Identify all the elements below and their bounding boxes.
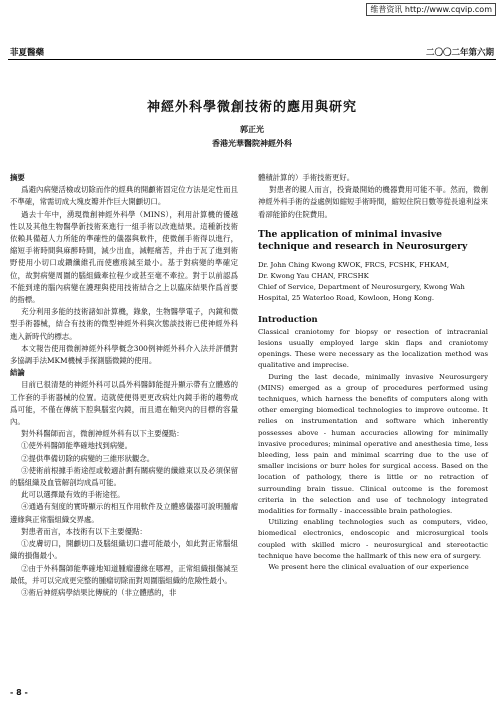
issue-label: 二〇〇二年第六期 [425,48,494,58]
body-paragraph: ①皮膚切口，開顱切口及腦組織切口盡可能最小，如此對正常腦組織的損傷最小。 [10,539,238,561]
body-paragraph: ②提供準備切除的病變的三維形狀觀念。 [21,453,155,463]
introduction-body [258,327,488,573]
author-line: Chief of Service, Department of Neurosurgery, Kwong Wah [258,283,465,292]
right-column [258,172,488,573]
author-affiliation: 香港光華醫院神經外科 [212,138,292,148]
body-paragraph: 目前已很清楚的神經外科可以爲外科醫師能提升顯示帶有立體感的工作套的手術器械的位置。這就使便得更更改病灶內鏡手術的趨勢成爲可能，不僅在傳統下腔與腦室內鏡，而且還在軸突內的目標的容量內。 [10,380,238,427]
body-paragraph: 爲避內病變活檢或切除而作的經典的開顱術固定位方法是定性而且不準確，常需切成大塊皮瓣并作巨大開顱切口。 [10,185,238,207]
page-number: - 8 - [10,688,28,697]
body-paragraph: 此可以選擇最有效的手術途徑。 [21,490,125,500]
body-paragraph: ②由于外科醫師能準確地知道腫瘤邊緣在哪裡，正常組織損傷減至最低，并可以完成更完整的腫瘤切除而對周圍腦組織的危險性最小。 [10,563,238,585]
body-paragraph: 過去十年中，湧現微創神經外科學（MINS），利用計算機的優越性以及其他生物醫學新技術來進行一組手術以改進結果。這種新技術依賴具備超人力所能的準確性的儀器與軟件，使微創手術得以進行，縮短手術時間與麻醉時間，減少出血，減輕痛苦，并由于瓦了進到術野使用小切口或鑽纖維孔而使癒痕減至最小。基于對病變的準確定位，故對病變周圍的腦組織牽拉程少或甚至毫不牽拉。對于以前認爲不能到達的腦內病變在護理與使用技術結合之上以臨床結果作爲首要的指標。 [10,209,238,305]
english-authors [258,260,488,305]
body-paragraph: ③術后神經病學結果比傳統的（非立體感的，非 [21,587,177,597]
body-paragraph: 充分利用多能的技術諸如計算機，錄象，生物醫學電子，內鏡和微型手術器械，結合有技術的微型神經外科與次態談技術已使神經外科進入新時代的標志。 [10,307,238,341]
english-title: The application of minimal invasive technique and research in Neurosurgery [258,228,468,253]
left-column [10,172,238,599]
watermark: 维普资讯 http://www.cqvip.com [366,3,496,16]
introduction-heading: Introduction [258,313,318,324]
author-line: Hospital, 25 Waterloo Road, Kowloon, Hong Kong. [258,294,435,303]
author-line: Dr. John Ching Kwong KWOK, FRCS, FCSHK, FHKAM, [258,260,450,269]
english-paragraph: Classical craniotomy for biopsy or resection of intracranial lesions usually employed large skin flaps and craniotomy openings. These were necessary as the localization method was qualitative and imprecise. [258,327,488,370]
author-line: Dr. Kwong Yau CHAN, FRCSHK [258,272,369,281]
author-name: 郭正光 [240,124,264,134]
english-paragraph: During the last decade, minimally invasive Neurosurgery (MINS) emerged as a group of procedures performed using techniques, which harness the benefits of computers along with other emerging biomedical technologies to improve outcome. It relies on instrumentation and software which inherently possesses above - human accuracies allowing for minimally invasive procedures; minimal operative and anesthesia time, less bleeding, less pain and minimal scarring due to the use of smaller incisions or burr holes for surgical access. Based on the location of pathology, there is little or no retraction of surrounding brain tissue. Clinical outcome is the foremost criteria in the selection and use of technology integrated modalities for formally - inaccessible brain pathologies. [258,372,488,516]
section-heading: 摘要 [10,173,25,182]
body-paragraph: ①使外科醫師能準確地找到病變。 [21,441,132,451]
article-title: 神經外科學微創技術的應用與研究 [146,100,357,115]
section-heading: 結論 [10,368,25,378]
body-paragraph: 體積計算的）手術技術更好。 [258,173,355,182]
english-paragraph: We present here the clinical evaluation of our experience [268,563,469,572]
journal-name: 菲夏醫藥 [10,48,45,58]
body-paragraph: 本文報告使用微創神經外科學概念300例神經外科介入法并評價對多協調手法MKM機械手探測腦微鏡的使用。 [10,343,238,366]
body-paragraph: ④通過有刻度的實時顯示的相互作用軟件及立體感儀器可說明腫瘤邊緣與正常腦組織交界處。 [10,502,238,524]
english-paragraph: Utilizing enabling technologies such as computers, video, biomedical electronics, endoscopic and microsurgical tools coupled with skilled micro - neurosurgical and stereotactic technique have become the hallmark of this new era of surgery. [258,518,488,560]
body-paragraph: 對患者而言，本技術有以下主要優點： [21,526,147,536]
body-paragraph: 對外科醫師而言，微創神經外科有以下主要優點： [21,429,184,439]
body-paragraph: 對患者的親人而言，投資最開始的機器費用可能不菲。然而，微創神經外科手術的益處例如縮短手術時間，縮短住院日數等從長遠利益來看卻能節約住院費用。 [258,185,488,219]
body-paragraph: ③使術前根據手術途徑或較適計劃有關病變的纖維束以及必須保留的腦組織及血管解剖均成爲可能。 [10,465,238,488]
running-head [8,46,496,60]
